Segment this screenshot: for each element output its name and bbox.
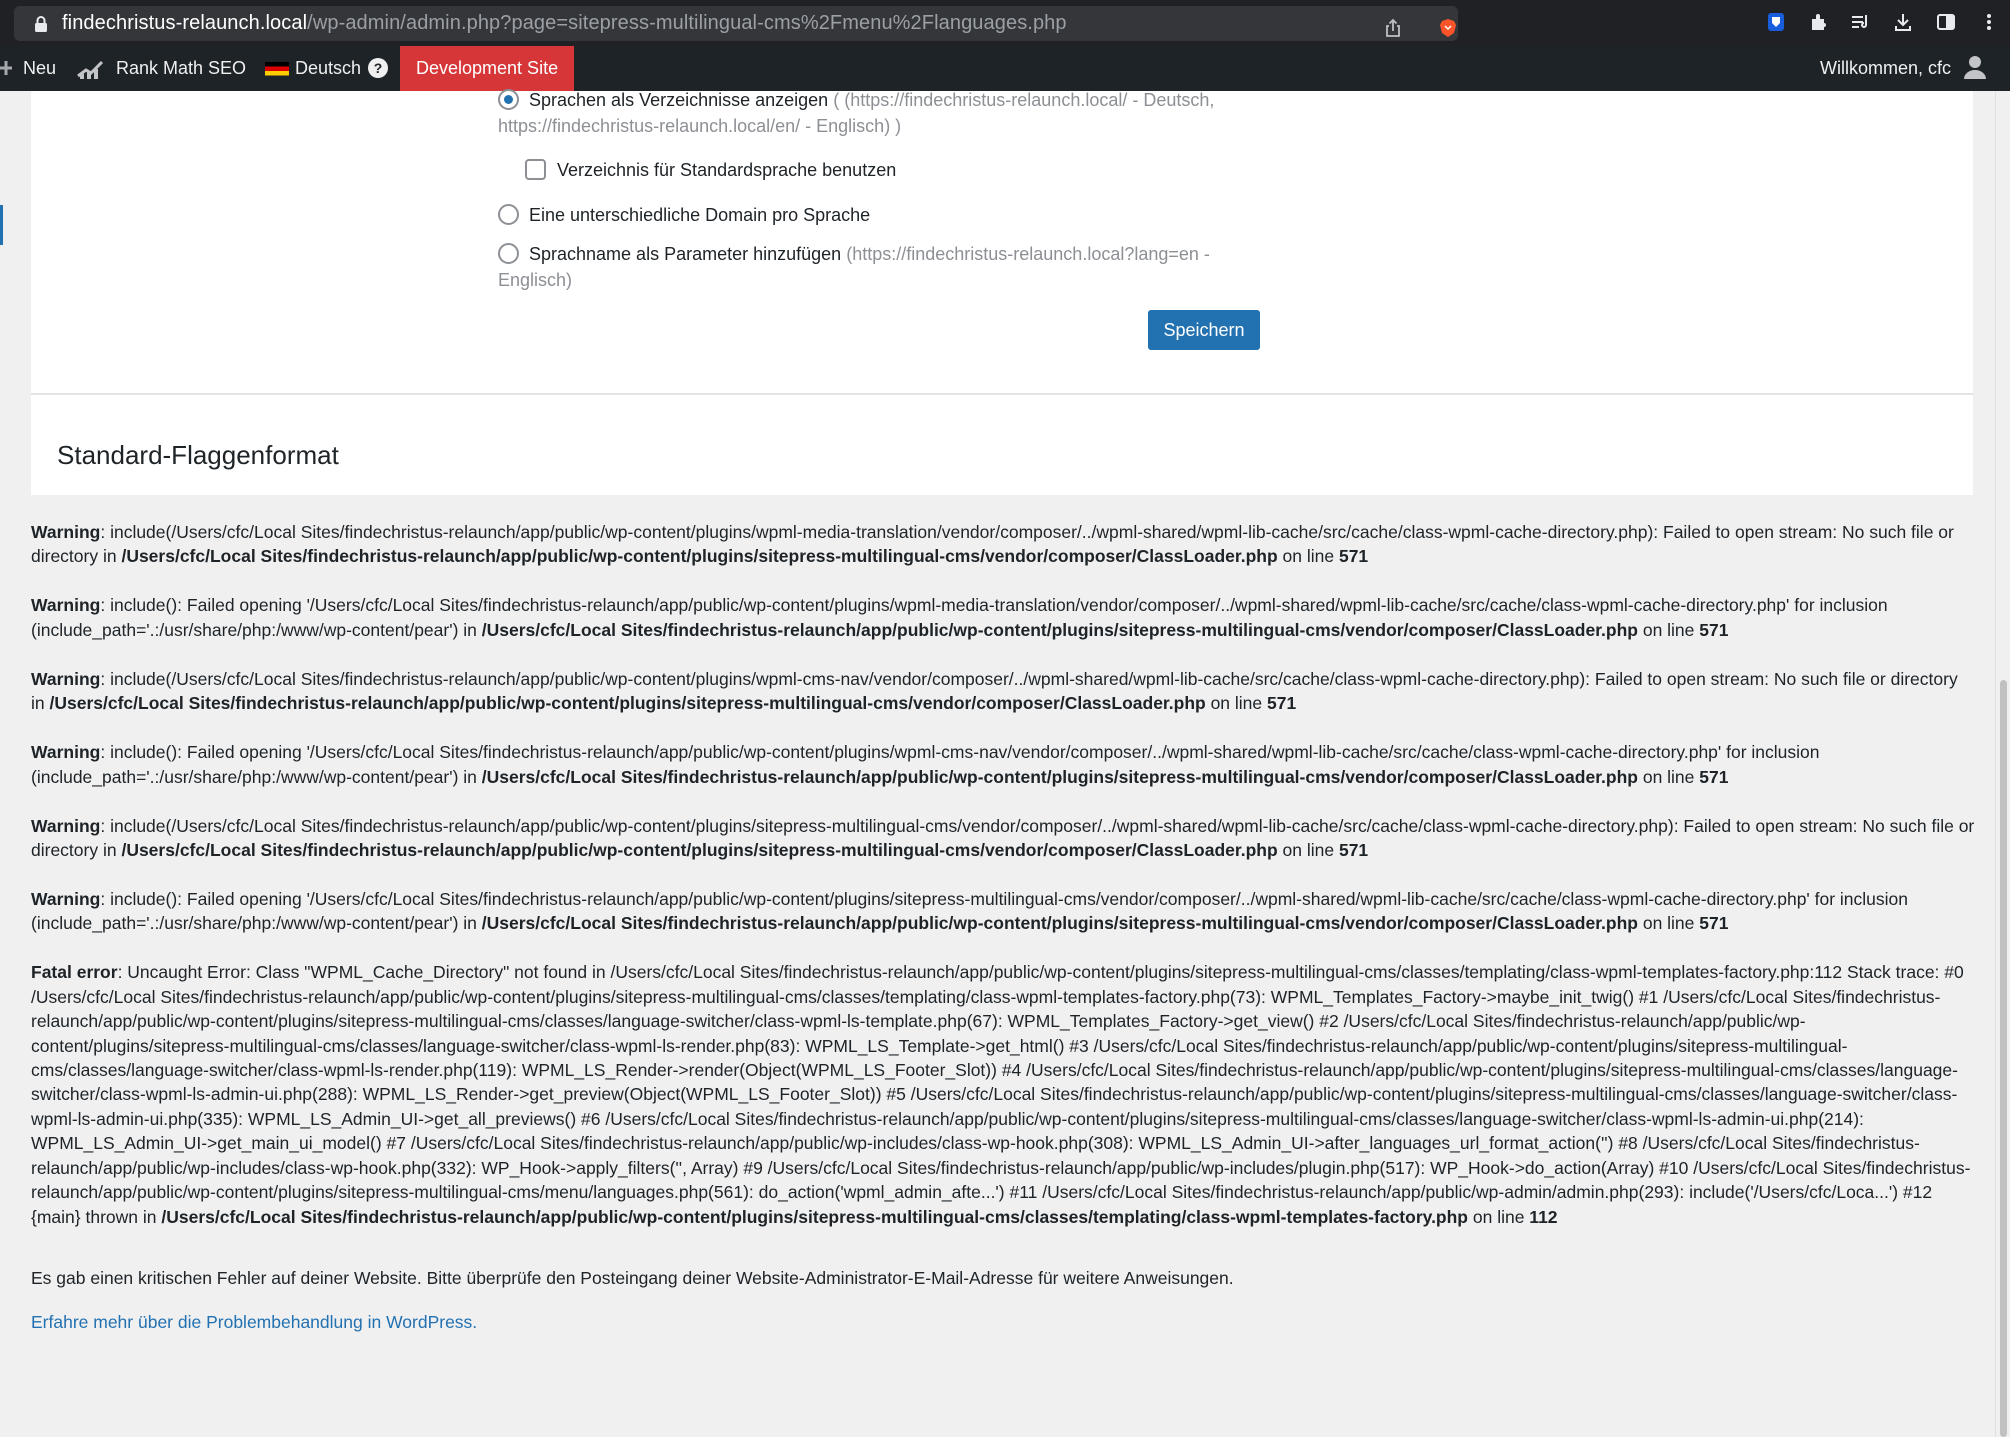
option-param-label: Sprachname als Parameter hinzufügen — [529, 244, 842, 264]
warning-on-line: on line — [1637, 913, 1700, 934]
warning-6 — [31, 887, 1976, 936]
browser-toolbar — [0, 0, 2010, 46]
option-directories — [529, 87, 1249, 113]
option-param-hint: (https://findechristus-relaunch.local?lang=en - — [846, 244, 1210, 264]
warning-label: Warning — [31, 742, 101, 763]
warning-path: /Users/cfc/Local Sites/findechristus-relaunch/app/public/wp-content/plugins/sitepress-multilingual-cms/vendor/composer/ClassLoader.php — [121, 546, 1278, 567]
warning-text: : include(/Users/cfc/Local Sites/findechristus-relaunch/app/public/wp-content/plugins/sitepress-multilingual-cms/vendor/composer/../wpml-shared/wpml-lib-cache/src/cache/class-wpml-cache-directory.php): Failed to open stream: No such file or directory in — [31, 815, 1975, 861]
warning-on-line: on line — [1205, 693, 1267, 714]
lock-icon — [34, 16, 48, 32]
fatal-on-line: on line — [1468, 1206, 1530, 1227]
troubleshooting-link[interactable]: Erfahre mehr über die Problembehandlung in WordPress. — [31, 1312, 478, 1332]
menu-icon[interactable] — [1975, 8, 2003, 36]
reading-list-icon[interactable] — [1846, 8, 1874, 36]
warning-5 — [31, 814, 1976, 863]
admin-bar-development-site[interactable]: Development Site — [400, 46, 574, 91]
url-host: findechristus-relaunch.local — [62, 12, 308, 34]
german-flag-icon[interactable] — [265, 46, 289, 91]
url-text — [62, 6, 1067, 41]
warning-text: : include(/Users/cfc/Local Sites/findechristus-relaunch/app/public/wp-content/plugins/wpml-cms-nav/vendor/composer/../wpml-shared/wpml-lib-cache/src/cache/class-wpml-cache-directory.php): Failed to open stream: No such file or directory in — [31, 668, 1958, 714]
brave-icon[interactable] — [1434, 14, 1462, 42]
php-error-output — [31, 520, 1976, 1254]
save-button[interactable]: Speichern — [1148, 310, 1260, 350]
warning-label: Warning — [31, 668, 101, 689]
warning-3 — [31, 667, 1976, 716]
option-param-hint-cont: Englisch) — [498, 270, 573, 290]
warning-text: : include(): Failed opening '/Users/cfc/Local Sites/findechristus-relaunch/app/public/wp-content/plugins/wpml-media-translation/vendor/composer/../wpml-shared/wpml-lib-cache/src/cache/class-wpml-cache-directory.php' for inclusion (include_path='.:/usr/share/php:/www/wp-content/pear') in — [31, 595, 1888, 640]
warning-2 — [31, 593, 1976, 642]
bitwarden-icon[interactable] — [1762, 8, 1790, 36]
download-icon[interactable] — [1889, 8, 1917, 36]
url-path: /wp-admin/admin.php?page=sitepress-multilingual-cms%2Fmenu%2Flanguages.php — [307, 12, 1067, 34]
plus-icon[interactable] — [0, 46, 14, 91]
option-param — [529, 241, 1249, 267]
fatal-path: /Users/cfc/Local Sites/findechristus-relaunch/app/public/wp-content/plugins/sitepress-multilingual-cms/classes/templating/class-wpml-templates-factory.php — [161, 1206, 1468, 1227]
warning-4 — [31, 740, 1976, 789]
fatal-label: Fatal error — [31, 962, 118, 983]
admin-bar-rank-math[interactable]: Rank Math SEO — [116, 58, 247, 78]
warning-1 — [31, 520, 1976, 569]
admin-bar-welcome[interactable]: Willkommen, cfc — [1820, 58, 1952, 78]
rank-math-icon[interactable] — [76, 46, 104, 91]
warning-line: 571 — [1699, 619, 1729, 640]
radio-param[interactable] — [498, 243, 519, 264]
warning-path: /Users/cfc/Local Sites/findechristus-relaunch/app/public/wp-content/plugins/sitepress-multilingual-cms/vendor/composer/ClassLoader.php — [49, 693, 1206, 714]
admin-bar-new[interactable]: Neu — [23, 58, 57, 78]
option-default-dir-label: Verzeichnis für Standardsprache benutzen — [557, 160, 897, 180]
scrollbar-thumb[interactable] — [2000, 680, 2007, 1437]
checkbox-default-dir[interactable] — [525, 159, 546, 180]
warning-on-line: on line — [1637, 619, 1700, 640]
warning-line: 571 — [1338, 546, 1369, 567]
warning-text: : include(): Failed opening '/Users/cfc/Local Sites/findechristus-relaunch/app/public/wp-content/plugins/sitepress-multilingual-cms/vendor/composer/../wpml-shared/wpml-lib-cache/src/cache/class-wpml-cache-directory.php' for inclusion (include_path='.:/usr/share/php:/www/wp-content/pear') in — [31, 889, 1909, 934]
warning-label: Warning — [31, 522, 101, 542]
warning-line: 571 — [1338, 840, 1369, 861]
warning-on-line: on line — [1277, 840, 1339, 861]
help-icon[interactable] — [366, 46, 390, 91]
warning-line: 571 — [1699, 913, 1729, 934]
option-directories-hint: ( (https://findechristus-relaunch.local/ - Deutsch, — [833, 90, 1215, 110]
svg-text:?: ? — [373, 60, 383, 76]
warning-text: : include(/Users/cfc/Local Sites/findechristus-relaunch/app/public/wp-content/plugins/wpml-media-translation/vendor/composer/../wpml-shared/wpml-lib-cache/src/cache/class-wpml-cache-directory.php): Failed to open stream: No such file or directory in — [31, 522, 1954, 567]
warning-text: : include(): Failed opening '/Users/cfc/Local Sites/findechristus-relaunch/app/public/wp-content/plugins/wpml-cms-nav/vendor/composer/../wpml-shared/wpml-lib-cache/src/cache/class-wpml-cache-directory.php' for inclusion (include_path='.:/usr/share/php:/www/wp-content/pear') in — [31, 742, 1820, 787]
fatal-line: 112 — [1529, 1206, 1558, 1227]
option-directories-label: Sprachen als Verzeichnisse anzeigen — [529, 90, 829, 110]
sidebar-icon[interactable] — [1932, 8, 1960, 36]
share-icon[interactable] — [1379, 14, 1407, 42]
option-domain-label: Eine unterschiedliche Domain pro Sprache — [529, 205, 871, 225]
warning-label: Warning — [31, 595, 101, 616]
warning-on-line: on line — [1637, 766, 1700, 787]
radio-directories[interactable] — [498, 89, 519, 110]
section-title: Standard-Flaggenformat — [57, 440, 339, 470]
fatal-text: : Uncaught Error: Class "WPML_Cache_Directory" not found in /Users/cfc/Local Sites/findechristus-relaunch/app/public/wp-content/plugins/sitepress-multilingual-cms/classes/templating/class-wpml-templates-factory.php:112 Stack trace: #0 /Users/cfc/Local Sites/findechristus-relaunch/app/public/wp-content/plugins/sitepress-multilingual-cms/classes/templating/class-wpml-templates-factory.php(73): WPML_Templates_Factory->maybe_init_twig() #1 /Users/cfc/Local Sites/findechristus-relaunch/app/public/wp-content/plugins/sitepress-multilingual-cms/classes/language-switcher/class-wpml-ls-template.php(67): WPML_Templates_Factory->get_view() #2 /Users/cfc/Local Sites/findechristus-relaunch/app/public/wp-content/plugins/sitepress-multilingual-cms/classes/language-switcher/class-wpml-ls-render.php(83): WPML_LS_Template->get_html() #3 /Users/cfc/Local Sites/findechristus-relaunch/app/public/wp-content/plugins/sitepress-multilingual-cms/classes/language-switcher/class-wpml-ls-render.php(119): WPML_LS_Render->render(Object(WPML_LS_Footer_Slot)) #4 /Users/cfc/Local Sites/findechristus-relaunch/app/public/wp-content/plugins/sitepress-multilingual-cms/classes/language-switcher/class-wpml-ls-admin-ui.php(288): WPML_LS_Render->get_preview(Object(WPML_LS_Footer_Slot)) #5 /Users/cfc/Local Sites/findechristus-relaunch/app/public/wp-content/plugins/sitepress-multilingual-cms/classes/language-switcher/class-wpml-ls-admin-ui.php(335): WPML_LS_Admin_UI->get_all_previews() #6 /Users/cfc/Local Sites/findechristus-relaunch/app/public/wp-content/plugins/sitepress-multilingual-cms/classes/language-switcher/class-wpml-ls-admin-ui.php(214): WPML_LS_Admin_UI->get_main_ui_model() #7 /Users/cfc/Local Sites/findechristus-relaunch/app/public/wp-includes/class-wp-hook.php(308): WPML_LS_Admin_UI->after_languages_url_format_action('') #8 /Users/cfc/Local Sites/findechristus-relaunch/app/public/wp-includes/class-wp-hook.php(332): WP_Hook->apply_filters('', Array) #9 /Users/cfc/Local Sites/findechristus-relaunch/app/public/wp-includes/plugin.php(517): WP_Hook->do_action(Array) #10 /Users/cfc/Local Sites/findechristus-relaunch/app/public/wp-content/plugins/sitepress-multilingual-cms/menu/languages.php(561): do_action('wpml_admin_afte...') #11 /Users/cfc/Local Sites/findechristus-relaunch/app/public/wp-admin/admin.php(293): include('/Users/cfc/Loca...') #12 {main} thrown in — [31, 962, 1971, 1227]
admin-bar-language[interactable]: Deutsch — [295, 58, 362, 78]
admin-menu-edge — [0, 205, 3, 245]
critical-error-message: Es gab einen kritischen Fehler auf deiner Website. Bitte überprüfe den Posteingang deiner Website-Administrator-E-Mail-Adresse für weitere Anweisungen. — [31, 1268, 1234, 1288]
warning-line: 571 — [1699, 766, 1729, 787]
warning-path: /Users/cfc/Local Sites/findechristus-relaunch/app/public/wp-content/plugins/sitepress-multilingual-cms/vendor/composer/ClassLoader.php — [481, 913, 1638, 934]
warning-path: /Users/cfc/Local Sites/findechristus-relaunch/app/public/wp-content/plugins/sitepress-multilingual-cms/vendor/composer/ClassLoader.php — [481, 766, 1638, 787]
fatal-error — [31, 960, 1976, 1228]
extensions-icon[interactable] — [1805, 8, 1833, 36]
radio-domain[interactable] — [498, 204, 519, 225]
warning-path: /Users/cfc/Local Sites/findechristus-relaunch/app/public/wp-content/plugins/sitepress-multilingual-cms/vendor/composer/ClassLoader.php — [481, 619, 1638, 640]
warning-label: Warning — [31, 889, 101, 910]
warning-label: Warning — [31, 815, 101, 836]
warning-path: /Users/cfc/Local Sites/findechristus-relaunch/app/public/wp-content/plugins/sitepress-multilingual-cms/vendor/composer/ClassLoader.php — [121, 840, 1278, 861]
wp-admin-bar — [0, 46, 2010, 91]
warning-line: 571 — [1267, 693, 1297, 714]
option-directories-hint-cont: https://findechristus-relaunch.local/en/ - Englisch) ) — [498, 116, 902, 136]
avatar-icon[interactable] — [1962, 46, 1988, 91]
warning-on-line: on line — [1277, 546, 1339, 567]
address-bar[interactable] — [14, 6, 1458, 41]
